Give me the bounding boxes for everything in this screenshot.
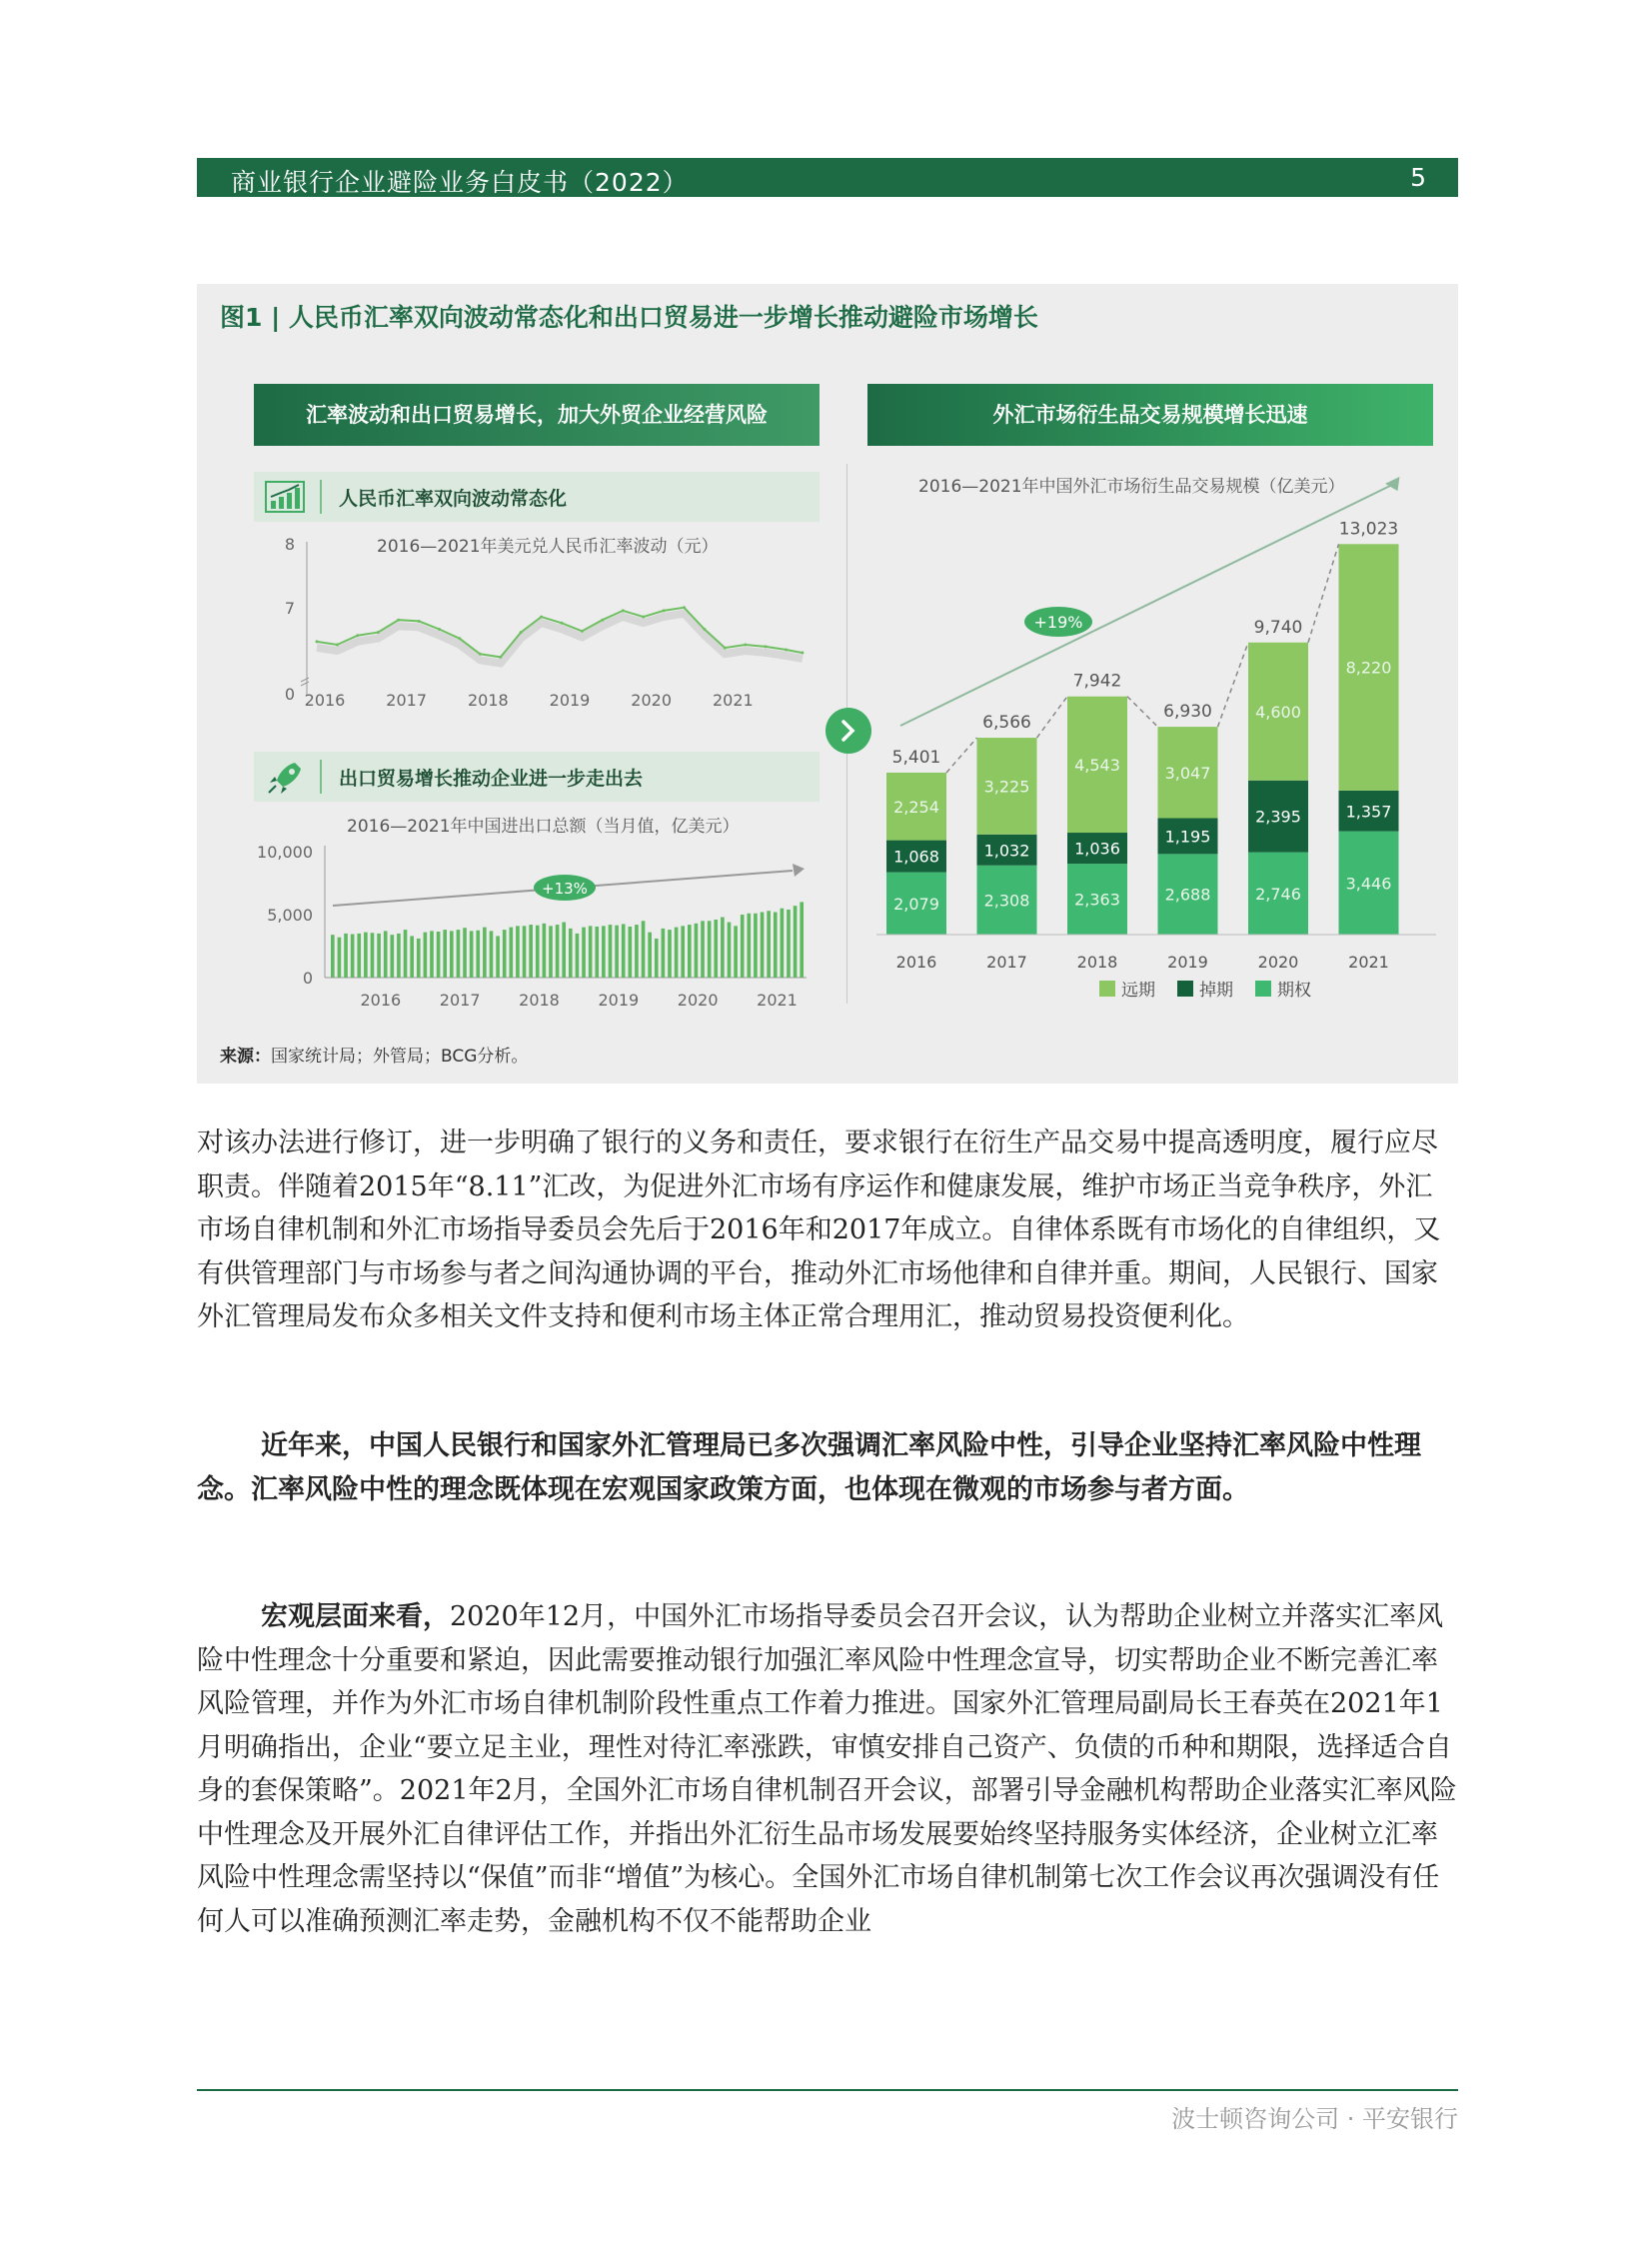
legend-label: 掉期 (1199, 981, 1233, 1001)
bar-total-label: 9,740 (1253, 617, 1303, 638)
monthly-bar (338, 938, 342, 978)
growth-badge-label: +13% (542, 880, 588, 898)
x-tick-label: 2017 (386, 691, 428, 710)
monthly-bar (615, 926, 619, 978)
body-paragraph-3 (197, 1595, 1458, 1943)
monthly-bar (688, 925, 692, 978)
body-paragraph-1: 对该办法进行修订，进一步明确了银行的义务和责任，要求银行在衍生产品交易中提高透明度，履行应尽职责。伴随着2015年“8.11”汇改，为促进外汇市场有序运作和健康发展，维护市场正当竞争秩序，外汇市场自律机制和外汇市场指导委员会先后于2016年和2017年成立。自律体系既有市场化的自律组织，又有供管理部门与市场参与者之间沟通协调的平台，推动外汇市场他律和自律并重。期间，人民银行、国家外汇管理局发布众多相关文件支持和便利市场主体正常合理用汇，推动贸易投资便利化。 (197, 1127, 1441, 1332)
segment-value-label: 1,357 (1345, 802, 1392, 822)
bar-total-label: 13,023 (1338, 519, 1399, 540)
growth-badge-label: +19% (1033, 613, 1083, 632)
monthly-bar (463, 928, 467, 978)
connector-line (1127, 697, 1158, 727)
footer-rule (197, 2089, 1458, 2091)
monthly-bar (457, 930, 461, 978)
bar-total-label: 7,942 (1072, 671, 1122, 692)
bar-total-label: 6,930 (1163, 702, 1212, 723)
monthly-bar (741, 915, 745, 978)
monthly-bar (391, 935, 395, 978)
monthly-bar (443, 930, 447, 978)
monthly-bar (754, 914, 758, 978)
x-tick-label: 2020 (677, 991, 719, 1010)
segment-value-label: 2,688 (1164, 885, 1211, 905)
segment-value-label: 2,395 (1255, 807, 1301, 827)
monthly-bar (728, 923, 732, 978)
monthly-bar (476, 931, 480, 978)
monthly-bar (622, 924, 626, 978)
connector-line (946, 738, 977, 773)
monthly-bar (424, 933, 428, 978)
x-tick-label: 2019 (549, 691, 591, 710)
y-tick-label: 0 (302, 969, 313, 988)
monthly-bar (404, 930, 408, 978)
x-tick-label: 2018 (1076, 953, 1118, 972)
legend-swatch (1177, 981, 1193, 997)
x-tick-label: 2016 (895, 953, 937, 972)
monthly-bar (351, 935, 355, 978)
y-tick-label: 10,000 (257, 843, 313, 862)
monthly-bar (642, 921, 646, 978)
source-label: 来源： (220, 1047, 271, 1067)
segment-value-label: 2,254 (893, 797, 939, 817)
monthly-bar (543, 924, 547, 978)
monthly-bar (589, 926, 593, 978)
monthly-bar (430, 931, 434, 978)
connector-line (1308, 544, 1339, 642)
segment-value-label: 4,543 (1074, 755, 1120, 775)
monthly-bar (569, 929, 573, 978)
trend-arrow-head (793, 864, 805, 877)
monthly-bar (576, 934, 580, 978)
y-tick-label: 5,000 (267, 906, 313, 925)
figure-panel (197, 284, 1458, 1084)
monthly-bar (714, 920, 718, 978)
monthly-bar (529, 925, 533, 978)
monthly-bar (562, 923, 566, 978)
segment-value-label: 1,195 (1164, 827, 1211, 847)
x-tick-label: 2020 (631, 691, 673, 710)
monthly-bar (371, 933, 375, 978)
monthly-bar (582, 928, 586, 978)
trade-bar-chart-title: 2016—2021年中国进出口总额（当月值，亿美元） (347, 817, 740, 837)
monthly-bar (675, 928, 679, 978)
monthly-bar (662, 929, 666, 978)
trend-arrow-head (1385, 477, 1405, 495)
trade-bar-chart (197, 284, 846, 1084)
x-tick-label: 2019 (598, 991, 640, 1010)
monthly-bar (483, 928, 487, 978)
monthly-bar (781, 909, 785, 978)
x-tick-label: 2018 (467, 691, 509, 710)
figure-source (220, 1042, 528, 1067)
segment-value-label: 1,032 (983, 841, 1030, 861)
monthly-bar (397, 934, 401, 978)
monthly-bar (536, 926, 540, 978)
monthly-bar (496, 936, 500, 978)
x-tick-label: 2017 (986, 953, 1027, 972)
paragraph-lead: 宏观层面来看， (261, 1601, 450, 1632)
segment-value-label: 3,446 (1345, 874, 1392, 894)
monthly-bar (377, 934, 381, 978)
segment-value-label: 1,068 (893, 847, 939, 867)
legend-label: 期权 (1277, 981, 1311, 1001)
monthly-bar (450, 931, 454, 978)
monthly-bar (734, 926, 738, 978)
y-tick-label: 7 (284, 599, 295, 618)
y-tick-label: 0 (284, 685, 295, 704)
legend-label: 远期 (1121, 981, 1155, 1001)
x-tick-label: 2018 (519, 991, 560, 1010)
bold-paragraph-text: 近年来，中国人民银行和国家外汇管理局已多次强调汇率风险中性，引导企业坚持汇率风险中性理念。汇率风险中性的理念既体现在宏观国家政策方面，也体现在微观的市场参与者方面。 (197, 1430, 1421, 1505)
monthly-bar (648, 933, 652, 978)
x-tick-label: 2016 (360, 991, 402, 1010)
monthly-bar (357, 934, 361, 978)
x-tick-label: 2017 (439, 991, 481, 1010)
monthly-bar (701, 921, 705, 978)
monthly-bar (668, 930, 672, 978)
connector-line (1218, 643, 1249, 727)
monthly-bar (708, 921, 712, 978)
monthly-bar (794, 906, 798, 978)
monthly-bar (695, 924, 699, 978)
page-number: 5 (1410, 163, 1426, 192)
x-tick-label: 2021 (1348, 953, 1389, 972)
bar-total-label: 5,401 (891, 747, 941, 768)
monthly-bar (490, 931, 494, 978)
y-tick-label: 8 (284, 535, 295, 554)
monthly-bar (595, 927, 599, 978)
monthly-bar (761, 912, 765, 978)
monthly-bar (384, 931, 388, 978)
monthly-bar (774, 912, 778, 978)
monthly-bar (331, 935, 335, 978)
body-paragraph-2 (197, 1424, 1458, 1511)
legend-swatch (1099, 981, 1115, 997)
sub-panel-label: 人民币汇率双向波动常态化 (339, 488, 568, 510)
monthly-bar (681, 926, 685, 978)
monthly-bar (364, 933, 368, 978)
monthly-bar (344, 934, 348, 978)
document-title: 商业银行企业避险业务白皮书（2022） (231, 168, 689, 197)
segment-value-label: 2,079 (893, 894, 939, 914)
monthly-bar (470, 931, 474, 978)
footer-credit: 波士顿咨询公司 · 平安银行 (1171, 2105, 1458, 2133)
segment-value-label: 3,047 (1164, 763, 1211, 783)
derivatives-stacked-bar-chart (856, 284, 1458, 1084)
right-banner: 外汇市场衍生品交易规模增长迅速 (867, 384, 1433, 446)
monthly-bar (549, 926, 553, 978)
monthly-bar (437, 932, 441, 978)
monthly-bar (787, 910, 791, 978)
segment-value-label: 2,746 (1255, 884, 1301, 904)
monthly-bar (635, 925, 639, 978)
monthly-bar (417, 939, 421, 978)
monthly-bar (748, 914, 752, 978)
x-tick-label: 2021 (757, 991, 798, 1010)
monthly-bar (609, 925, 613, 978)
figure-title: 图1 | 人民币汇率双向波动常态化和出口贸易进一步增长推动避险市场增长 (220, 303, 1038, 332)
legend-swatch (1255, 981, 1271, 997)
fx-line-chart-title: 2016—2021年美元兑人民币汇率波动（元） (377, 537, 719, 557)
x-tick-label: 2016 (304, 691, 346, 710)
segment-value-label: 8,220 (1345, 658, 1392, 678)
sub-panel-label: 出口贸易增长推动企业进一步走出去 (339, 768, 644, 790)
x-tick-label: 2021 (712, 691, 754, 710)
monthly-bar (602, 926, 606, 978)
page-header (197, 158, 1458, 197)
segment-value-label: 4,600 (1255, 702, 1301, 722)
monthly-bar (721, 918, 725, 978)
monthly-bar (800, 902, 804, 978)
monthly-bar (629, 927, 633, 978)
paragraph-text: 2020年12月，中国外汇市场指导委员会召开会议，认为帮助企业树立并落实汇率风险中性理念十分重要和紧迫，因此需要推动银行加强汇率风险中性理念宣导，切实帮助企业不断完善汇率风险管理，并作为外汇市场自律机制阶段性重点工作着力推进。国家外汇管理局副局长王春英在2021年1月明确指出，企业“要立足主业，理性对待汇率涨跌，审慎安排自己资产、负债的币种和期限，选择适合自身的套保策略”。2021年2月，全国外汇市场自律机制召开会议，部署引导金融机构帮助企业落实汇率风险中性理念及开展外汇自律评估工作，并指出外汇衍生品市场发展要始终坚持服务实体经济，企业树立汇率风险中性理念需坚持以“保值”而非“增值”为核心。全国外汇市场自律机制第七次工作会议再次强调没有任何人可以准确预测汇率走势，金融机构不仅不能帮助企业 (197, 1601, 1457, 1937)
monthly-bar (503, 930, 507, 978)
monthly-bar (510, 928, 514, 978)
monthly-bar (410, 936, 414, 978)
monthly-bar (767, 911, 771, 978)
monthly-bar (516, 926, 520, 978)
segment-value-label: 1,036 (1074, 839, 1120, 859)
monthly-bar (655, 939, 659, 978)
monthly-bar (523, 926, 527, 978)
bar-total-label: 6,566 (982, 713, 1031, 734)
segment-value-label: 3,225 (983, 777, 1030, 797)
derivatives-chart-title: 2016—2021年中国外汇市场衍生品交易规模（亿美元） (918, 477, 1345, 497)
segment-value-label: 2,308 (983, 891, 1030, 911)
source-text: 国家统计局；外管局；BCG分析。 (271, 1047, 529, 1067)
left-banner: 汇率波动和出口贸易增长，加大外贸企业经营风险 (254, 384, 820, 446)
connector-line (1037, 697, 1068, 738)
x-tick-label: 2019 (1167, 953, 1208, 972)
segment-value-label: 2,363 (1074, 890, 1120, 910)
monthly-bar (556, 925, 560, 978)
x-tick-label: 2020 (1257, 953, 1299, 972)
